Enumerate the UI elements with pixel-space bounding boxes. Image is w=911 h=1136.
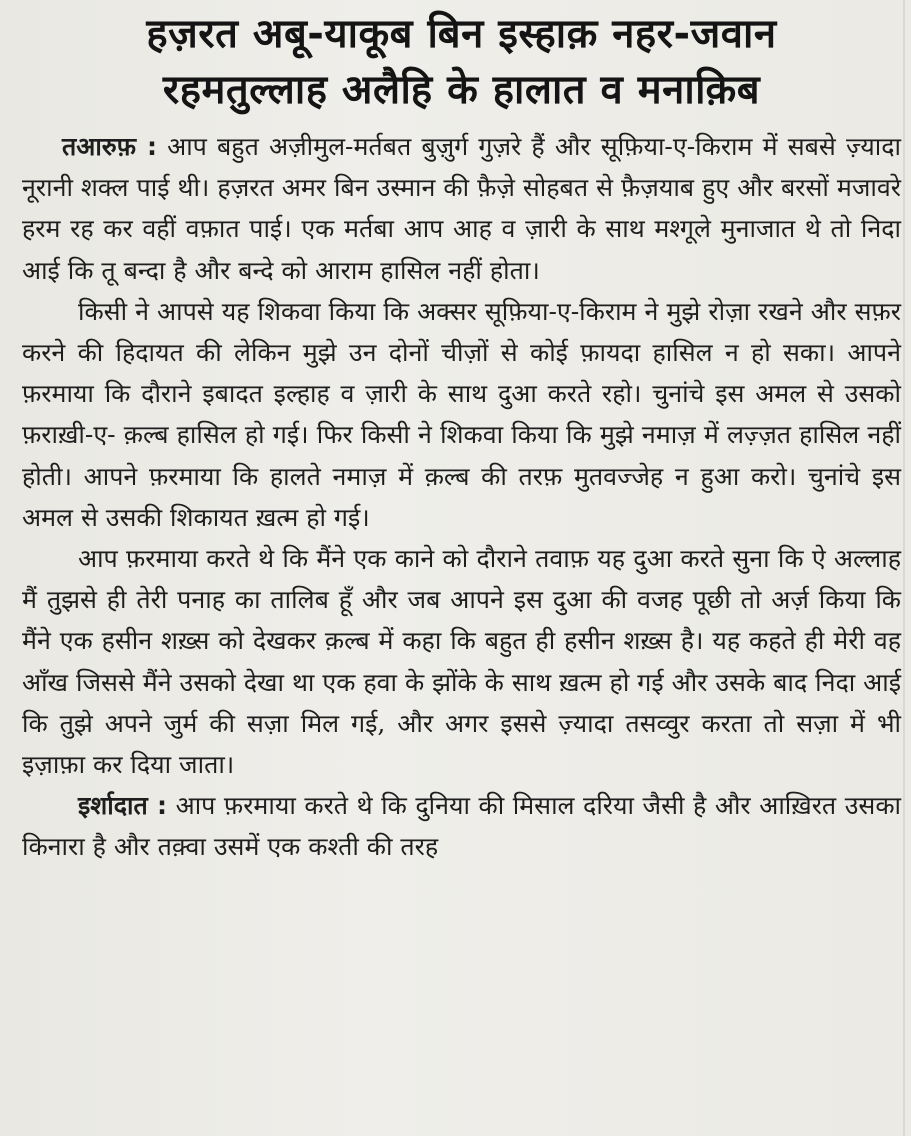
- body-text: [22, 126, 901, 868]
- paragraph-text: आप बहुत अज़ीमुल-मर्तबत बुज़ुर्ग गुज़रे हैं और सूफ़िया-ए-किराम में सबसे ज़्यादा नूरानी शक्ल पाई थी। हज़रत अमर बिन उस्मान की फ़ैज़े सोहबत से फ़ैज़याब हुए और बरसों मजावरे हरम रह कर वहीं वफ़ात पाई। एक मर्तबा आप आह व ज़ारी के साथ मश्गूले मुनाजात थे तो निदा आई कि तू बन्दा है और बन्दे को आराम हासिल नहीं होता।: [22, 132, 902, 285]
- title-line-1: हज़रत अबू-याकूब बिन इस्हाक़ नहर-जवान: [146, 11, 777, 57]
- section-heading-introduction: तआरुफ़ :: [62, 132, 157, 161]
- paragraph-text: आप फ़रमाया करते थे कि मैंने एक काने को दौराने तवाफ़ यह दुआ करते सुना कि ऐ अल्लाह मैं तुझसे ही तेरी पनाह का तालिब हूँ और जब आपने इस दुआ की वजह पूछी तो अर्ज़ किया कि मैंने एक हसीन शख़्स को देखकर क़ल्ब में कहा कि बहुत ही हसीन शख़्स है। यह कहते ही मेरी वह आँख जिससे मैंने उसको देखा था एक हवा के झोंके के साथ ख़त्म हो गई और उसके बाद निदा आई कि तुझे अपने जुर्म की सज़ा मिल गई, और अगर इससे ज़्यादा तसव्वुर करता तो सज़ा में भी इज़ाफ़ा कर दिया जाता।: [22, 544, 901, 780]
- paragraph-text: आप फ़रमाया करते थे कि दुनिया की मिसाल दरिया जैसी है और आख़िरत उसका किनारा है और तक़्वा उसमें एक कश्ती की तरह: [22, 791, 901, 862]
- title-line-2: रहमतुल्लाह अलैहि के हालात व मनाक़िब: [162, 67, 761, 113]
- page-edge-shadow: [903, 0, 905, 1136]
- page-title: [22, 6, 901, 118]
- paragraph-complaint: [22, 291, 901, 538]
- paragraph-sayings: [22, 785, 901, 867]
- section-heading-sayings: इर्शादात :: [78, 791, 168, 821]
- paragraph-introduction: [22, 126, 901, 291]
- paragraph-text: किसी ने आपसे यह शिकवा किया कि अक्सर सूफ़िया-ए-किराम ने मुझे रोज़ा रखने और सफ़र करने की हिदायत की लेकिन मुझे उन दोनों चीज़ों से कोई फ़ायदा हासिल न हो सका। आपने फ़रमाया कि दौराने इबादत इल्हाह व ज़ारी के साथ दुआ करते रहो। चुनांचे इस अमल से उसको फ़राख़ी-ए- क़ल्ब हासिल हो गई। फिर किसी ने शिकवा किया कि मुझे नमाज़ में लज़्ज़त हासिल नहीं होती। आपने फ़रमाया कि हालते नमाज़ में क़ल्ब की तरफ़ मुतवज्जेह न हुआ करो। चुनांचे इस अमल से उसकी शिकायत ख़त्म हो गई।: [22, 296, 901, 532]
- paragraph-tawaf-story: [22, 538, 901, 785]
